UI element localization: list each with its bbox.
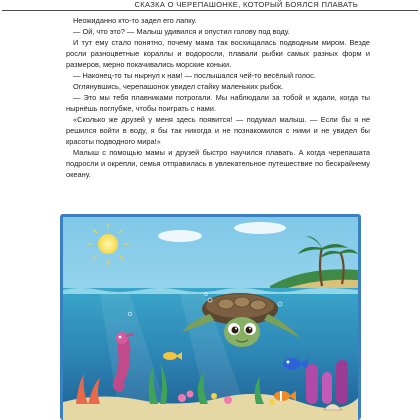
running-header [0, 0, 420, 11]
running-header-title: СКАЗКА О ЧЕРЕПАШОНКЕ, КОТОРЫЙ БОЯЛСЯ ПЛАВАТЬ [134, 0, 358, 9]
paragraph: Малыш с помощью мамы и друзей быстро научился плавать. А когда черепашата подросли и окрепли, семья отправилась в увлекательное путешествие по бескрайнему океану. [66, 148, 370, 179]
paragraph: «Сколько же друзей у меня здесь появится! — подумал малыш. — Если бы я не решился войти в воду, я бы так никогда и не познакомился с ними и не увидел бы красоты подводного мира!» [66, 115, 370, 146]
paragraph: — Ой, что это? — Малыш удивился и опустил голову под воду. [73, 27, 290, 36]
turtle-underwater-illustration [60, 214, 361, 420]
paragraph: И тут ему стало понятно, почему мама так восхищалась подводным миром. Везде росли разноцветные кораллы и водоросли, плавали рыбки самых разных форм и размеров, мерно покачивались морские коньки. [66, 38, 370, 69]
paragraph: — Наконец-то ты нырнул к нам! — послышался чей-то весёлый голос. [73, 71, 316, 80]
story-text [66, 15, 370, 180]
paragraph: — Это мы тебя плавниками потрогали. Мы наблюдали за тобой и ждали, когда ты нырнёшь поглубже, чтобы поиграть с нами. [66, 93, 370, 113]
paragraph: Неожиданно кто-то задел его лапку. [73, 16, 197, 25]
paragraph: Оглянувшись, черепашонок увидел стайку маленьких рыбок. [73, 82, 284, 91]
header-rule [2, 10, 418, 11]
